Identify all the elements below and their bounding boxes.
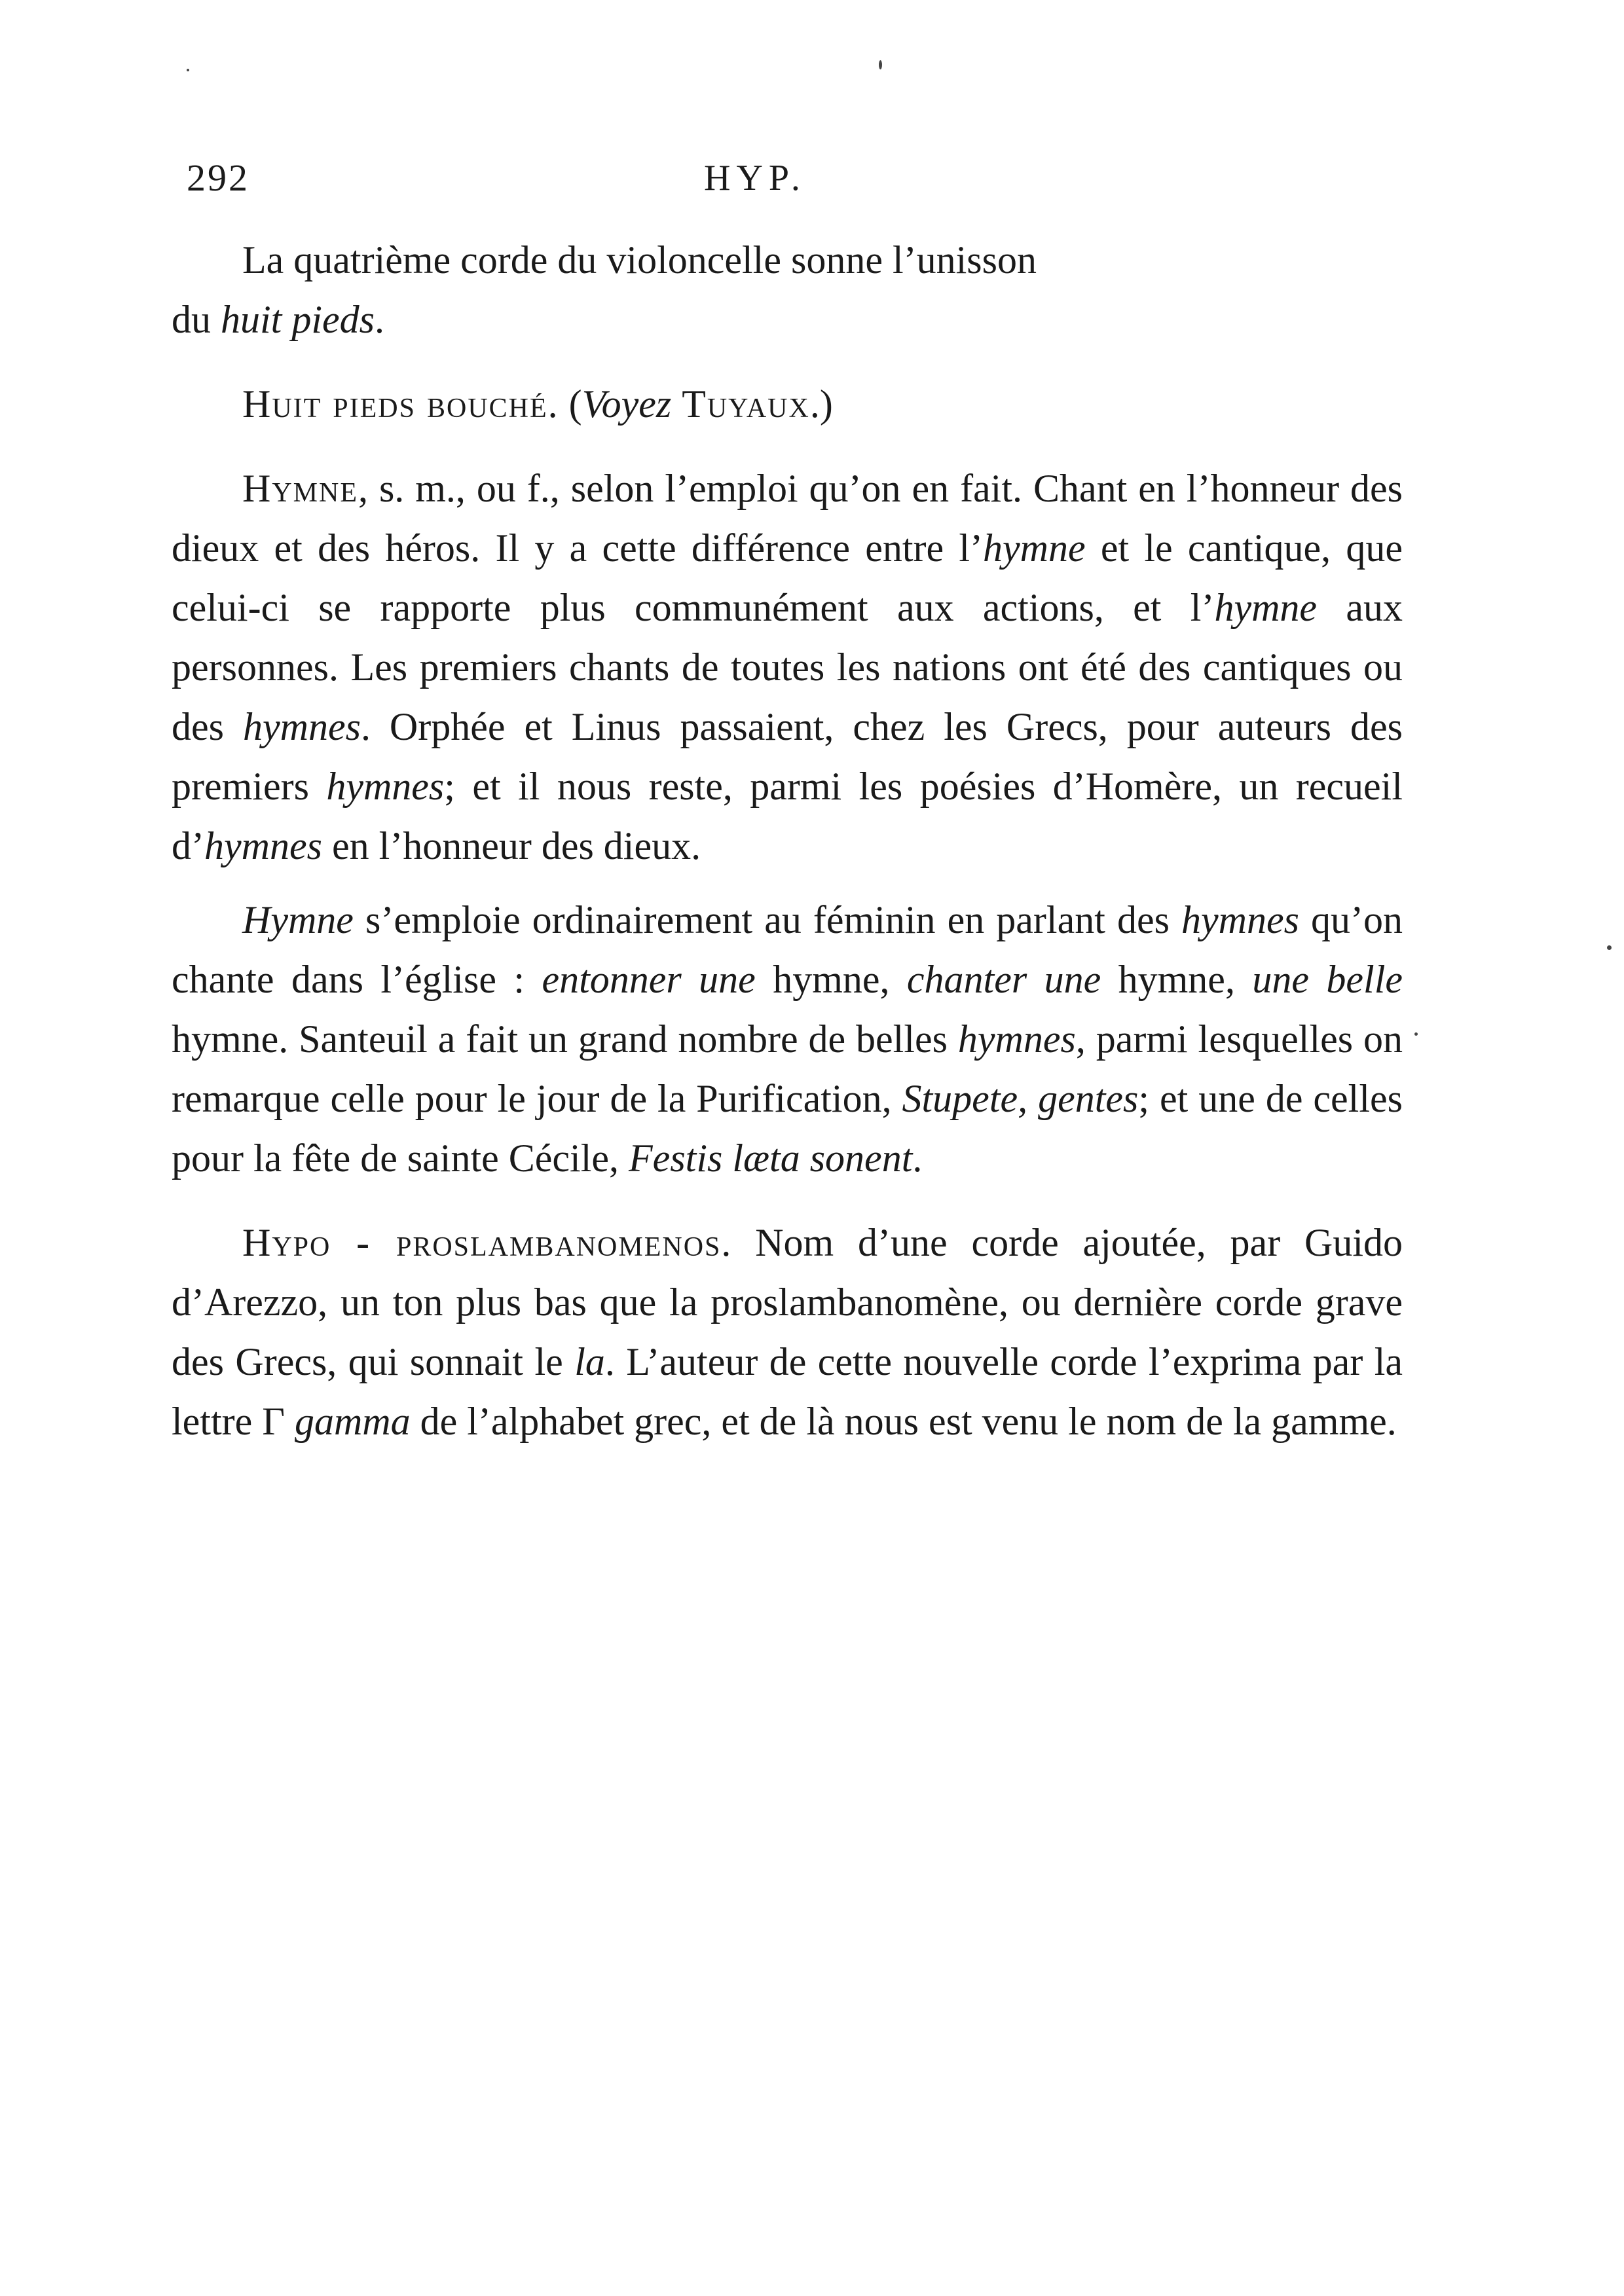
cross-reference-target: Tuyaux	[671, 382, 810, 426]
italic-term: gamma	[294, 1400, 411, 1443]
text-span: de l’alphabet grec, et de là nous est venu le nom de la gamme.	[410, 1400, 1397, 1443]
cross-reference-label: Voyez	[581, 382, 672, 426]
running-head-title: HYP.	[704, 158, 806, 198]
italic-term: hymnes	[204, 824, 322, 867]
scan-speck	[1607, 945, 1612, 950]
text-span: . Nom d’une corde ajoutée, par Guido d’Arezzo, un ton plus bas que la proslambanomène, ou dernière corde grave des Grecs, qui sonnait le	[172, 1221, 1403, 1383]
entry-hymne	[172, 459, 1403, 876]
italic-term: Stupete, gentes	[902, 1077, 1139, 1120]
italic-term: huit pieds	[221, 298, 375, 341]
text-span: et le cantique, que celui-ci se rapporte plus communément aux actions, et l’	[172, 526, 1403, 629]
text-span: du	[172, 298, 221, 341]
scan-speck	[1414, 1032, 1418, 1036]
italic-term: hymnes	[1181, 898, 1299, 941]
text-span: hymne,	[755, 958, 907, 1001]
paragraph-hymne-feminin	[172, 890, 1403, 1188]
italic-term: Festis læta sonent	[629, 1137, 913, 1180]
italic-term: une belle	[1252, 958, 1403, 1001]
text-span: .	[912, 1137, 923, 1180]
text-span: aux personnes. Les premiers chants de toutes les nations ont été des cantiques ou des	[172, 586, 1403, 748]
page-number: 292	[187, 156, 249, 199]
text-span: (	[559, 382, 582, 426]
italic-term: hymnes	[326, 765, 445, 808]
entry-headword: Hymne	[242, 467, 358, 510]
text-span: , parmi lesquelles on remarque celle pour le jour de la Purification,	[172, 1017, 1403, 1120]
text-span: . Orphée et Linus passaient, chez les Grecs, pour auteurs des premiers	[172, 705, 1403, 808]
entry-headword: Huit pieds bouché.	[242, 382, 559, 426]
scan-speck	[879, 60, 882, 69]
italic-term: hymne	[1214, 586, 1318, 629]
text-span: .	[375, 298, 384, 341]
entry-headword: Hypo - proslambanomenos	[242, 1221, 722, 1264]
text-span: , s. m., ou f., selon l’emploi qu’on en fait. Chant en l’honneur des dieux et des héros. Il y a cette différence entre l’	[172, 467, 1403, 570]
italic-term: hymnes	[957, 1017, 1076, 1061]
text-span: qu’on chante dans l’église :	[172, 898, 1403, 1001]
text-span: en l’honneur des dieux.	[322, 824, 701, 867]
text-span: ; et une de celles pour la fête de sainte Cécile,	[172, 1077, 1403, 1180]
paragraph-unisson	[172, 230, 1403, 350]
text-span: hymne. Santeuil a fait un grand nombre de belles	[172, 1017, 958, 1061]
italic-term: entonner une	[542, 958, 756, 1001]
italic-term: hymne	[983, 526, 1086, 570]
italic-term: Hymne	[242, 898, 354, 941]
text-span: . L’auteur de cette nouvelle corde l’exprima par la lettre Γ	[172, 1340, 1403, 1443]
text-span: .)	[809, 382, 833, 426]
italic-term: hymnes	[242, 705, 361, 748]
text-span: La quatrième corde du violoncelle sonne l’unisson	[242, 238, 1037, 282]
text-span: hymne,	[1101, 958, 1253, 1001]
running-head	[0, 152, 1624, 204]
text-span: s’emploie ordinairement au féminin en parlant des	[353, 898, 1181, 941]
text-span: ; et il nous reste, parmi les poésies d’Homère, un recueil d’	[172, 765, 1403, 867]
scan-speck	[187, 69, 189, 71]
italic-term: la	[574, 1340, 605, 1383]
italic-term: chanter une	[906, 958, 1101, 1001]
entry-hypo-proslambanomenos	[172, 1213, 1403, 1451]
entry-huit-pieds-bouche	[172, 374, 1403, 434]
page-body	[172, 230, 1403, 1451]
